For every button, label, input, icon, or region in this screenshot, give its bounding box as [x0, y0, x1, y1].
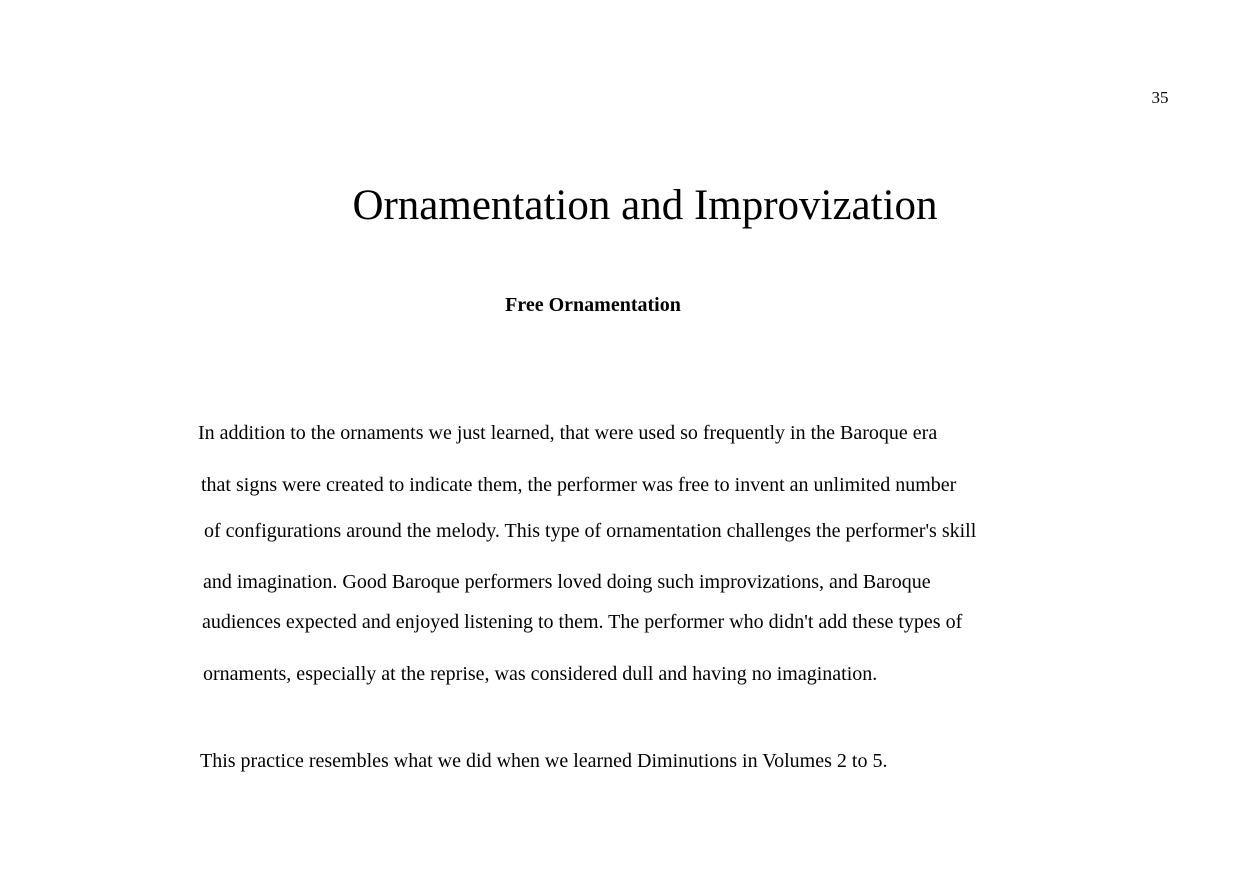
page-number: 35 — [1151, 88, 1169, 107]
paragraph-2: This practice resembles what we did when we learned Diminutions in Volumes 2 to 5. — [200, 750, 888, 772]
paragraph-line: and imagination. Good Baroque performers loved doing such improvizations, and Baroque — [203, 571, 931, 593]
paragraph-line: audiences expected and enjoyed listening to them. The performer who didn't add these types of — [202, 611, 963, 633]
paragraph-line: that signs were created to indicate them, the performer was free to invent an unlimited number — [201, 474, 957, 496]
section-heading: Free Ornamentation — [505, 294, 681, 316]
paragraph-line: ornaments, especially at the reprise, was considered dull and having no imagination. — [203, 663, 878, 685]
paragraph-line: of configurations around the melody. This type of ornamentation challenges the performer's skill — [204, 520, 977, 542]
paragraph-line: In addition to the ornaments we just learned, that were used so frequently in the Baroque era — [198, 422, 938, 444]
page-title: Ornamentation and Improvization — [352, 182, 938, 229]
